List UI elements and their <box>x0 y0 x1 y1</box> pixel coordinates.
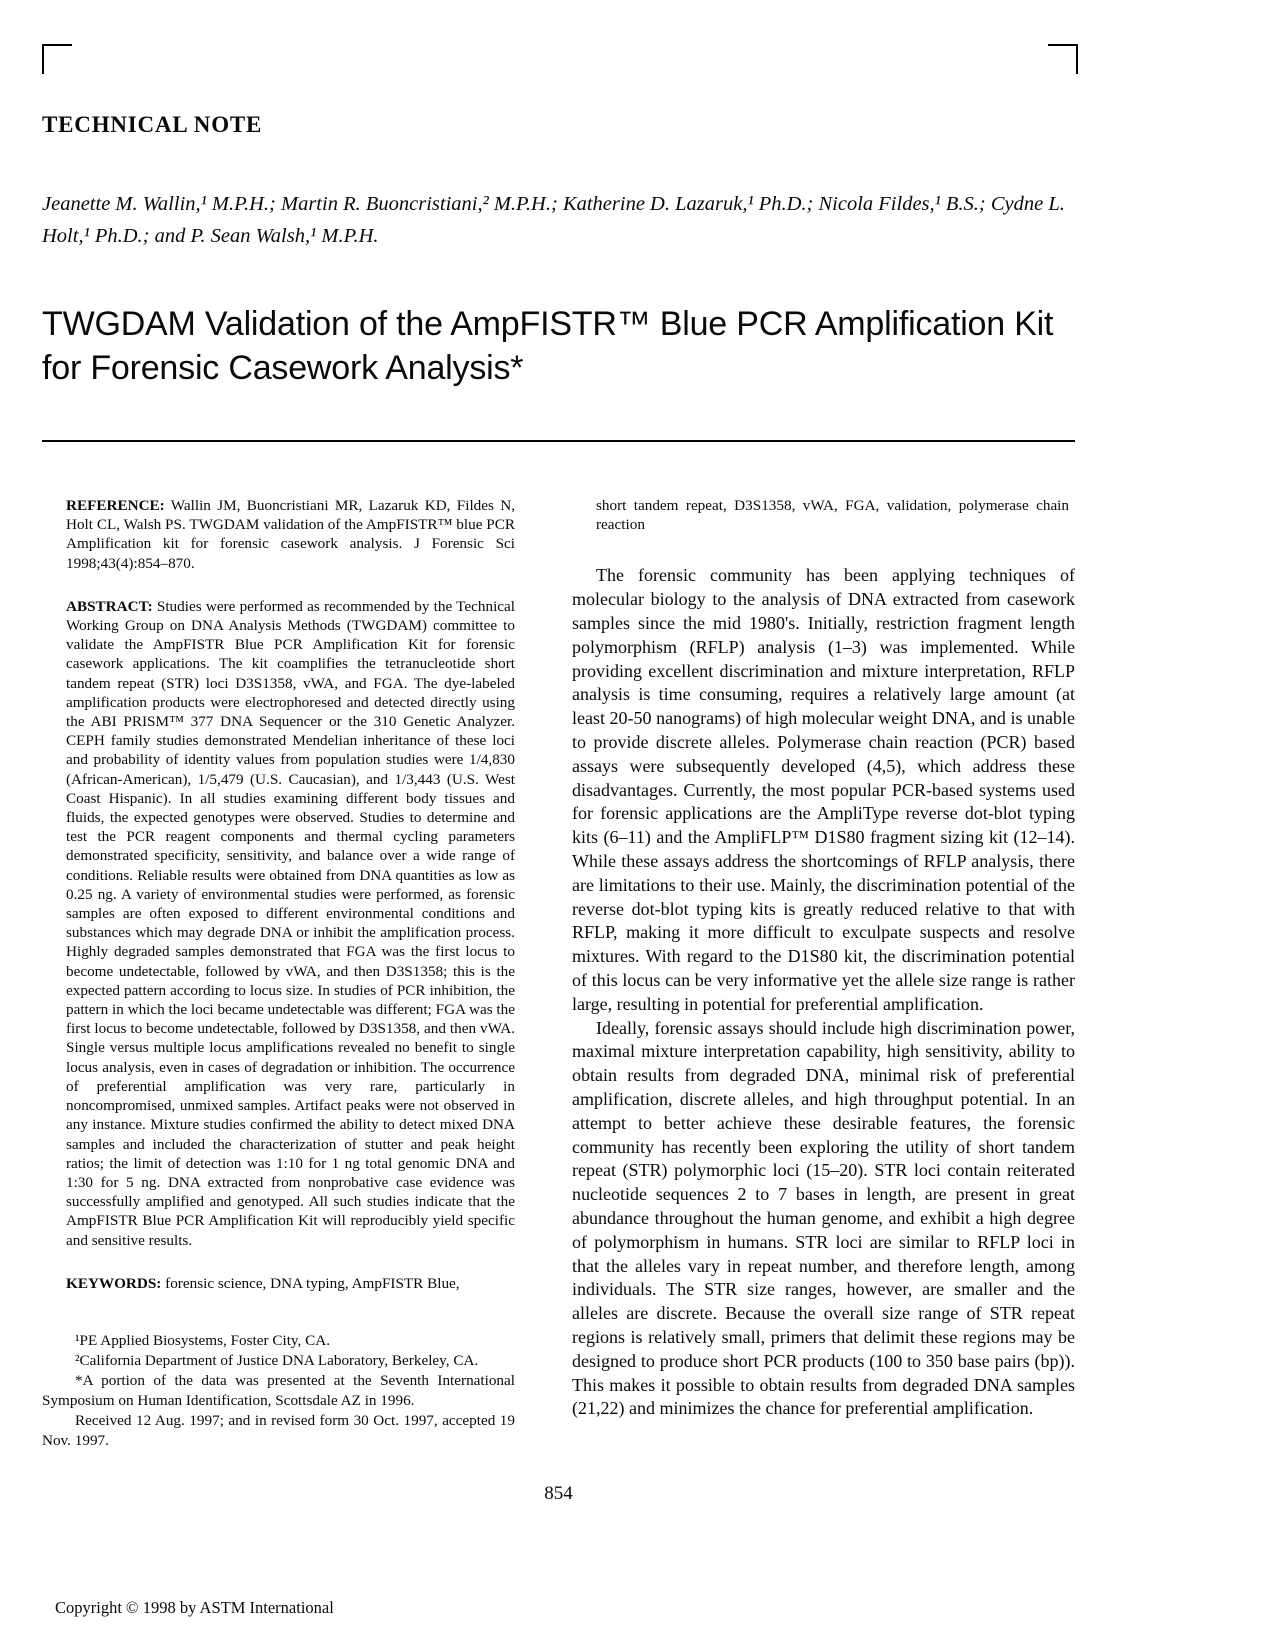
left-column <box>42 496 515 1451</box>
abstract-block <box>66 597 515 1250</box>
crop-mark-top-left-icon <box>42 44 72 74</box>
author-line: Jeanette M. Wallin,¹ M.P.H.; Martin R. Buoncristiani,² M.P.H.; Katherine D. Lazaruk,¹ Ph.D.; Nicola Fildes,¹ B.S.; Cydne L. Holt,¹ Ph.D.; and P. Sean Walsh,¹ M.P.H. <box>42 193 1065 247</box>
abstract-text: Studies were performed as recommended by the Technical Working Group on DNA Analysis Methods (TWGDAM) committee to validate the AmpFISTR Blue PCR Amplification Kit for forensic casework applications. The kit coamplifies the tetranucleotide short tandem repeat (STR) loci D3S1358, vWA, and FGA. The dye-labeled amplification products were electrophoresed and detected directly using the ABI PRISM™ 377 DNA Sequencer or the 310 Genetic Analyzer. CEPH family studies demonstrated Mendelian inheritance of these loci and probability of identity values from population studies were 1/4,830 (African-American), 1/5,479 (U.S. Caucasian), and 1/3,443 (U.S. West Coast Hispanic). In all studies examining different body tissues and fluids, the expected genotypes were observed. Studies to determine and test the PCR reagent components and thermal cycling parameters demonstrated specificity, sensitivity, and balance over a wide range of conditions. Reliable results were obtained from DNA quantities as low as 0.25 ng. A variety of environmental studies were performed, as forensic samples are often exposed to different environmental conditions and substances which may degrade DNA or inhibit the amplification process. Highly degraded samples demonstrated that FGA was the first locus to become undetectable, followed by vWA, and then D3S1358; this is the expected pattern according to locus size. In studies of PCR inhibition, the pattern in which the loci became undetectable was different; FGA was the first locus to become undetectable, followed by D3S1358, and then vWA. Single versus multiple locus amplifications revealed no benefit to single locus analysis, even in cases of degradation or inhibition. The occurrence of preferential amplification was very rare, particularly in noncompromised, unmixed samples. Artifact peaks were not observed in any instance. Mixture studies confirmed the ability to detect mixed DNA samples and included the characterization of stutter and peak height ratios; the limit of detection was 1:10 for 1 ng total genomic DNA and 1:30 for 5 ng. DNA extracted from nonprobative case evidence was successfully amplified and genotyped. All such studies indicate that the AmpFISTR Blue PCR Amplification Kit will reproducibly yield specific and sensitive results. <box>66 597 515 1249</box>
page-number: 854 <box>544 1483 573 1504</box>
keywords-text: forensic science, DNA typing, AmpFISTR Blue, <box>161 1274 460 1292</box>
footnotes <box>42 1331 515 1451</box>
intro-paragraph-2: Ideally, forensic assays should include high discrimination power, maximal mixture interpretation capability, high sensitivity, ability to obtain results from degraded DNA, minimal risk of preferential amplification, discrete alleles, and high throughput potential. In an attempt to better achieve these desirable features, the forensic community has recently been exploring the utility of short tandem repeat (STR) polymorphic loci (15–20). STR loci contain reiterated nucleotide sequences 2 to 7 bases in length, are present in great abundance throughout the human genome, and exhibit a high degree of polymorphism in humans. STR loci are similar to RFLP loci in that the alleles vary in repeat number, and therefore length, among individuals. The STR size ranges, however, are smaller and the alleles are discrete. Because the overall size range of STR repeat regions is relatively small, primers that delimit these regions may be designed to produce short PCR products (100 to 350 base pairs (bp)). This makes it possible to obtain results from degraded DNA samples (21,22) and minimizes the chance for preferential amplification. <box>572 1017 1075 1419</box>
footnote-received-dates: Received 12 Aug. 1997; and in revised form 30 Oct. 1997, accepted 19 Nov. 1997. <box>42 1411 515 1449</box>
right-column <box>572 496 1075 1451</box>
reference-block <box>66 496 515 573</box>
section-label: TECHNICAL NOTE <box>42 112 263 137</box>
reference-text: Wallin JM, Buoncristiani MR, Lazaruk KD, Fildes N, Holt CL, Walsh PS. TWGDAM validation of the AmpFISTR™ blue PCR Amplification kit for forensic casework analysis. J Forensic Sci 1998;43(4):854–870. <box>66 497 515 572</box>
footnote-affiliation-2: ²California Department of Justice DNA Laboratory, Berkeley, CA. <box>75 1351 479 1369</box>
article-title: TWGDAM Validation of the AmpFISTR™ Blue PCR Amplification Kit for Forensic Casework Analysis* <box>42 305 1054 387</box>
title-rule <box>42 440 1075 442</box>
keywords-continued: short tandem repeat, D3S1358, vWA, FGA, validation, polymerase chain reaction <box>596 497 1069 534</box>
keywords-block <box>66 1274 515 1293</box>
reference-label: REFERENCE: <box>66 497 165 514</box>
crop-mark-top-right-icon <box>1048 44 1078 74</box>
abstract-label: ABSTRACT: <box>66 597 153 615</box>
copyright-line: Copyright © 1998 by ASTM International <box>55 1598 334 1617</box>
two-column-body <box>42 496 1075 1451</box>
intro-paragraph-1: The forensic community has been applying techniques of molecular biology to the analysis of DNA extracted from casework samples since the mid 1980's. Initially, restriction fragment length polymorphism (RFLP) analysis (1–3) was implemented. While providing excellent discrimination and mixture interpretation, RFLP analysis is time consuming, requires a relatively large amount (at least 20-50 nanograms) of high molecular weight DNA, and is unable to provide discrete alleles. Polymerase chain reaction (PCR) based assays were subsequently developed (4,5), which address these disadvantages. Currently, the most popular PCR-based systems used for forensic applications are the AmpliType reverse dot-blot typing kits (6–11) and the AmpliFLP™ D1S80 fragment sizing kit (12–14). While these assays address the shortcomings of RFLP analysis, there are limitations to their use. Mainly, the discrimination potential of the reverse dot-blot typing kits is greatly reduced relative to that with RFLP, making it more difficult to exculpate suspects and resolve mixtures. With regard to the D1S80 kit, the discrimination potential of this locus can be very informative yet the allele size range is rather large, resulting in potential for preferential amplification. <box>572 565 1075 1014</box>
footnote-affiliation-1: ¹PE Applied Biosystems, Foster City, CA. <box>75 1331 331 1349</box>
keywords-label: KEYWORDS: <box>66 1274 162 1292</box>
footnote-presentation-note: *A portion of the data was presented at the Seventh International Symposium on Human Identification, Scottsdale AZ in 1996. <box>42 1371 515 1409</box>
